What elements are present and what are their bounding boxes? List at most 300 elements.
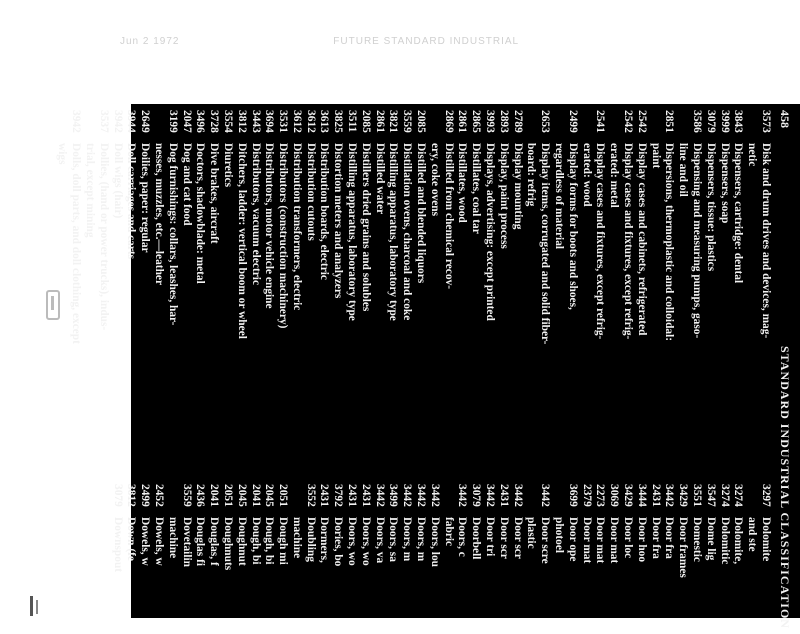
entry-description: Display items, corrugated and solid fiber- [539, 143, 552, 345]
sic-code: 2045 [263, 484, 276, 507]
entry-description: Distillates, wood [456, 143, 469, 223]
index-entry [331, 484, 345, 634]
entry-description: Distilled water [373, 143, 386, 215]
sic-code: 2085 [415, 110, 428, 133]
sic-code: 3942 [111, 110, 124, 133]
sic-code: 2789 [511, 110, 524, 133]
index-entry [565, 110, 579, 440]
sic-code: 3944 [125, 110, 138, 133]
sic-code: 2041 [249, 484, 262, 507]
index-entry [689, 484, 703, 634]
entry-description: Dough, bi [263, 517, 276, 565]
sic-code: 3496 [194, 110, 207, 133]
index-entry [579, 110, 593, 440]
index-entry [634, 484, 648, 634]
entry-description: Downspout [111, 517, 124, 573]
index-entry [165, 484, 179, 634]
index-entry [744, 110, 758, 440]
sic-code: 2379 [580, 484, 593, 507]
sic-code: 2653 [539, 110, 552, 133]
index-entry [606, 110, 620, 440]
sic-code: 2541 [594, 110, 607, 133]
sic-code [151, 110, 165, 143]
sic-code: 2431 [359, 484, 372, 507]
index-entry [413, 110, 427, 440]
scan-edge-mark-2 [36, 600, 38, 614]
index-entry [124, 110, 138, 440]
sic-code: 2499 [139, 484, 152, 507]
entry-description: board: refrig [525, 143, 538, 207]
index-entry [662, 484, 676, 634]
entry-description: Door fra [649, 517, 662, 559]
index-entry [386, 484, 400, 634]
page-title: STANDARD INDUSTRIAL CLASSIFICATION [778, 346, 792, 629]
entry-description: Distilled and blended liquors [415, 143, 428, 284]
sic-code: 3699 [566, 484, 579, 507]
sic-code: 2045 [235, 484, 248, 507]
index-entry [675, 484, 689, 634]
entry-description: Doors, m [401, 517, 414, 562]
index-column-left [55, 110, 772, 440]
entry-description: Doors, sa [387, 517, 400, 562]
entry-description: Dolomite, [732, 517, 745, 565]
index-entry [68, 110, 82, 440]
sic-code: 3499 [387, 484, 400, 507]
index-entry [579, 484, 593, 634]
index-entry [331, 110, 345, 440]
index-entry [620, 484, 634, 634]
entry-description: Dough mi [277, 517, 290, 565]
entry-description: Doughnuts [221, 517, 234, 571]
index-entry [731, 110, 745, 440]
index-entry [262, 110, 276, 440]
index-entry [758, 110, 772, 440]
sic-code: 3199 [166, 110, 179, 133]
sic-code: 3942 [70, 110, 83, 133]
sic-code: 2047 [180, 110, 193, 133]
sic-code: 3429 [622, 484, 635, 507]
entry-description: Dough, bi [249, 517, 262, 565]
sic-code [165, 484, 179, 517]
sic-code [744, 110, 758, 143]
index-entry [344, 110, 358, 440]
index-entry [648, 110, 662, 440]
sic-code: 3821 [387, 110, 400, 133]
sic-code [551, 110, 565, 143]
page-number: 458 [778, 110, 792, 128]
entry-description: Display, paint process [497, 143, 510, 249]
sic-code: 3442 [484, 484, 497, 507]
sic-code: 3551 [691, 484, 704, 507]
index-entry [537, 110, 551, 440]
sic-code [551, 484, 565, 517]
index-entry [648, 484, 662, 634]
entry-description: Door ope [566, 517, 579, 562]
sic-code [606, 110, 620, 143]
entry-description: Dispensers, cartridge: dental [732, 143, 745, 284]
index-entry [55, 110, 69, 440]
sic-code: 3843 [732, 110, 745, 133]
index-entry [606, 484, 620, 634]
entry-description: Distribution boards, electric [318, 143, 331, 280]
entry-description: Doors, va [373, 517, 386, 564]
entry-description: plastic [525, 517, 538, 549]
sic-code: 2649 [139, 110, 152, 133]
sic-code: 2542 [635, 110, 648, 133]
entry-description: Display forms for boots and shoes, [566, 143, 579, 310]
index-entry [427, 484, 441, 634]
sic-code [55, 110, 69, 143]
entry-description: Door fra [663, 517, 676, 559]
index-entry [358, 110, 372, 440]
entry-description: erated: wood [580, 143, 593, 207]
entry-description: Door hoo [635, 517, 648, 563]
index-entry [179, 110, 193, 440]
entry-description: wigs [56, 143, 69, 165]
index-entry [537, 484, 551, 634]
sic-code: 2273 [594, 484, 607, 507]
index-entry [413, 484, 427, 634]
index-entry [344, 484, 358, 634]
index-entry [82, 110, 96, 440]
index-column-right [110, 484, 772, 634]
index-entry [427, 110, 441, 440]
index-entry [372, 484, 386, 634]
sic-code: 3442 [511, 484, 524, 507]
entry-description: Dog and cat food [180, 143, 193, 226]
entry-description: Distributors, vacuum electric [249, 143, 262, 286]
entry-description: Dormers, [318, 517, 331, 563]
index-entry [496, 110, 510, 440]
sic-code: 3079 [470, 484, 483, 507]
sic-code: 2861 [373, 110, 386, 133]
entry-description: Door tri [484, 517, 497, 557]
index-entry [551, 110, 565, 440]
sic-code: 3573 [760, 110, 772, 133]
entry-description: Display mounting [511, 143, 524, 230]
entry-description: Distributors, motor vehicle engine [263, 143, 276, 309]
entry-description: Dollies, (hand or power trucks), indus- [97, 143, 110, 331]
index-entry [206, 484, 220, 634]
entry-description: Doll carriages and carts [125, 143, 138, 260]
entry-description: fabric [442, 517, 455, 547]
entry-description: Doubling [304, 517, 317, 562]
index-entry [124, 484, 138, 634]
index-entry [441, 484, 455, 634]
index-entry [468, 110, 482, 440]
sic-code: 3999 [718, 110, 731, 133]
index-entry [386, 110, 400, 440]
entry-description: Distributors (construction machinery) [277, 143, 290, 329]
index-entry [593, 484, 607, 634]
entry-description: Distillation ovens, charcoal and coke [401, 143, 414, 321]
entry-description: Door frames [677, 517, 690, 578]
entry-description: Distilling apparatus, laboratory type [346, 143, 359, 321]
entry-description: and ste [746, 517, 759, 552]
sic-code: 3444 [635, 484, 648, 507]
sic-code: 2041 [208, 484, 221, 507]
entry-description: Doctors, shadowblade: metal [194, 143, 207, 284]
entry-description: trial, except mining [83, 143, 96, 238]
sic-code: 3069 [608, 484, 621, 507]
page-content [56, 104, 800, 629]
sic-code: 2542 [622, 110, 635, 133]
index-entry [179, 484, 193, 634]
index-entry [455, 110, 469, 440]
index-entry [675, 110, 689, 440]
entry-description: Dome lig [704, 517, 717, 561]
index-entry [510, 484, 524, 634]
entry-description: Distilling apparatus, laboratory type [387, 143, 400, 321]
sic-code: 3612 [304, 110, 317, 133]
entry-description: Distillates, coal tar [470, 143, 483, 234]
sic-code: 3559 [180, 484, 193, 507]
sic-code: 3537 [97, 110, 110, 133]
sic-code: 3612 [290, 110, 303, 133]
index-entry [220, 484, 234, 634]
index-entry [634, 110, 648, 440]
index-entry [317, 484, 331, 634]
index-entry [551, 484, 565, 634]
index-entry [565, 484, 579, 634]
entry-description: Dolomitic [718, 517, 731, 565]
index-entry [510, 110, 524, 440]
sic-code: 3812 [235, 110, 248, 133]
entry-description: Disk and drum drives and devices, mag- [760, 143, 772, 339]
sic-code [524, 110, 538, 143]
sic-code: 2431 [649, 484, 662, 507]
rotated-scanned-page [56, 104, 800, 629]
sic-code: 3442 [663, 484, 676, 507]
sic-code: 2051 [277, 484, 290, 507]
index-entry [482, 110, 496, 440]
entry-description: machine [290, 517, 303, 559]
entry-description: Dog furnishings: collars, leashes, har- [166, 143, 179, 326]
index-entry [399, 484, 413, 634]
page-header [774, 110, 796, 629]
entry-description: Doors, wo [346, 517, 359, 566]
index-entry [234, 110, 248, 440]
entry-description: Dispensers, tissue: plastics [704, 143, 717, 272]
sic-code: 3559 [401, 110, 414, 133]
sic-code: 2051 [221, 484, 234, 507]
sic-code: 2436 [194, 484, 207, 507]
entry-description: machine [166, 517, 179, 559]
index-entry [689, 110, 703, 440]
index-entry [593, 110, 607, 440]
entry-description: Display cases and fixtures, except refrig- [594, 143, 607, 340]
sic-code: 2085 [359, 110, 372, 133]
entry-description: nesses, muzzles, etc.—leather [152, 143, 165, 286]
entry-description: line and oil [677, 143, 690, 197]
sic-code: 3586 [691, 110, 704, 133]
index-entry [717, 484, 731, 634]
entry-description: Distribution transformers, electric [290, 143, 303, 311]
entry-description: Display cases and fixtures, except refrig- [622, 143, 635, 340]
sic-code: 3429 [677, 484, 690, 507]
index-entry [151, 484, 165, 634]
sic-code: 3079 [111, 484, 124, 507]
sic-code: 3547 [704, 484, 717, 507]
index-entry [234, 484, 248, 634]
sic-code: 2865 [470, 110, 483, 133]
index-entry [455, 484, 469, 634]
sic-code: 3274 [732, 484, 745, 507]
sic-code: 3694 [263, 110, 276, 133]
sic-code [289, 484, 303, 517]
entry-description: Dispensing and measuring pumps, gaso- [691, 143, 704, 339]
entry-description: Doll wigs (hair) [111, 143, 124, 219]
entry-description: Distillers dried grains and solubles [359, 143, 372, 312]
entry-description: Displays, advertising: except printed [484, 143, 497, 321]
entry-description: erated: metal [608, 143, 621, 208]
sic-code: 3613 [318, 110, 331, 133]
entry-description: Distribution cutouts [304, 143, 317, 241]
sic-code: 3442 [456, 484, 469, 507]
index-entry [275, 484, 289, 634]
sic-code: 3511 [346, 110, 359, 133]
index-entry [275, 110, 289, 440]
entry-description: Doorbell [470, 517, 483, 560]
faint-header-left: Jun 2 1972 [120, 36, 180, 47]
index-entry [496, 484, 510, 634]
index-entry [165, 110, 179, 440]
sic-code: 3812 [125, 484, 138, 507]
entry-description: Door scr [511, 517, 524, 559]
sic-code [427, 110, 441, 143]
index-entry [262, 484, 276, 634]
entry-description: Douglas, f [208, 517, 221, 566]
index-entry [441, 110, 455, 440]
index-entry [248, 484, 262, 634]
index-entry [758, 484, 772, 634]
index-entry [468, 484, 482, 634]
index-entry [110, 484, 124, 634]
sic-code: 3274 [718, 484, 731, 507]
entry-description: Dispensers, soap [718, 143, 731, 224]
entry-description: Display cases and cabinets, refrigerated [635, 143, 648, 336]
index-entry [289, 484, 303, 634]
entry-description: Doors, lou [428, 517, 441, 567]
entry-description: Dowels, w [139, 517, 152, 566]
index-entry [248, 110, 262, 440]
sic-code: 3443 [249, 110, 262, 133]
entry-description: Door mat [594, 517, 607, 564]
index-entry [289, 110, 303, 440]
index-entry [744, 484, 758, 634]
index-entry [193, 110, 207, 440]
sic-code: 3442 [415, 484, 428, 507]
entry-description: Dive brakes, aircraft [208, 143, 221, 244]
index-entry [372, 110, 386, 440]
sic-code: 3442 [428, 484, 441, 507]
entry-description: Dowels, w [152, 517, 165, 566]
sic-code: 3728 [208, 110, 221, 133]
sic-code [82, 110, 96, 143]
entry-description: Distortion meters and analyzers [332, 143, 345, 299]
index-entry [703, 110, 717, 440]
index-entry [524, 110, 538, 440]
entry-description: netic [746, 143, 759, 167]
sic-code: 2431 [318, 484, 331, 507]
sic-code: 3825 [332, 110, 345, 133]
entry-description: ery, coke ovens [428, 143, 441, 217]
entry-description: Door mat [608, 517, 621, 564]
scan-edge-mark [30, 596, 33, 616]
entry-description: Dolomite [760, 517, 772, 562]
index-entry [137, 484, 151, 634]
index-entry [110, 110, 124, 440]
sic-code: 2893 [497, 110, 510, 133]
index-entry [303, 484, 317, 634]
sic-code: 2499 [566, 110, 579, 133]
index-entry [662, 110, 676, 440]
sic-code: 3442 [401, 484, 414, 507]
sic-code: 2861 [456, 110, 469, 133]
sic-code: 3442 [373, 484, 386, 507]
sic-code: 3442 [539, 484, 552, 507]
sic-code [648, 110, 662, 143]
entry-description: Dolls, doll parts, and doll clothing, except [70, 143, 83, 344]
entry-description: Doughnut [235, 517, 248, 566]
faint-scan-header [120, 36, 519, 47]
index-entry [620, 110, 634, 440]
index-entry [717, 110, 731, 440]
index-entry [358, 484, 372, 634]
entry-description: Dovetailin [180, 517, 193, 567]
sic-code [675, 110, 689, 143]
entry-description: Doors, wo [359, 517, 372, 566]
index-entry [220, 110, 234, 440]
entry-description: Dispersions, thermoplastic and colloidal: [663, 143, 676, 342]
sic-code: 3297 [760, 484, 772, 507]
index-entry [193, 484, 207, 634]
entry-description: Door scre [539, 517, 552, 564]
sic-code [579, 110, 593, 143]
entry-description: Ditchers, ladder: vertical boom or wheel [235, 143, 248, 339]
sic-code: 3531 [277, 110, 290, 133]
index-entry [137, 110, 151, 440]
sic-code [441, 484, 455, 517]
entry-description: paint [649, 143, 662, 169]
entry-description: Dories, bo [332, 517, 345, 567]
entry-description: Door scr [497, 517, 510, 559]
index-entry [96, 110, 110, 440]
entry-description: Door loc [622, 517, 635, 559]
index-entry [317, 110, 331, 440]
sic-code: 3792 [332, 484, 345, 507]
entry-description: Domestic [691, 517, 704, 562]
index-entry [303, 110, 317, 440]
sic-code: 3552 [304, 484, 317, 507]
sic-code: 2452 [152, 484, 165, 507]
index-entry [731, 484, 745, 634]
index-entry [206, 110, 220, 440]
entry-description: Doors, c [456, 517, 469, 557]
sic-code: 3079 [704, 110, 717, 133]
entry-description: Doilies, paper: regular [139, 143, 152, 253]
index-entry [703, 484, 717, 634]
sic-code: 3993 [484, 110, 497, 133]
entry-description: photoel [553, 517, 566, 554]
entry-description: Doors, m [415, 517, 428, 562]
sic-code [524, 484, 538, 517]
index-entry [482, 484, 496, 634]
sic-code: 2431 [497, 484, 510, 507]
sic-code: 3554 [221, 110, 234, 133]
entry-description: Diuretics [221, 143, 234, 188]
entry-description: Down (fe [125, 517, 138, 561]
